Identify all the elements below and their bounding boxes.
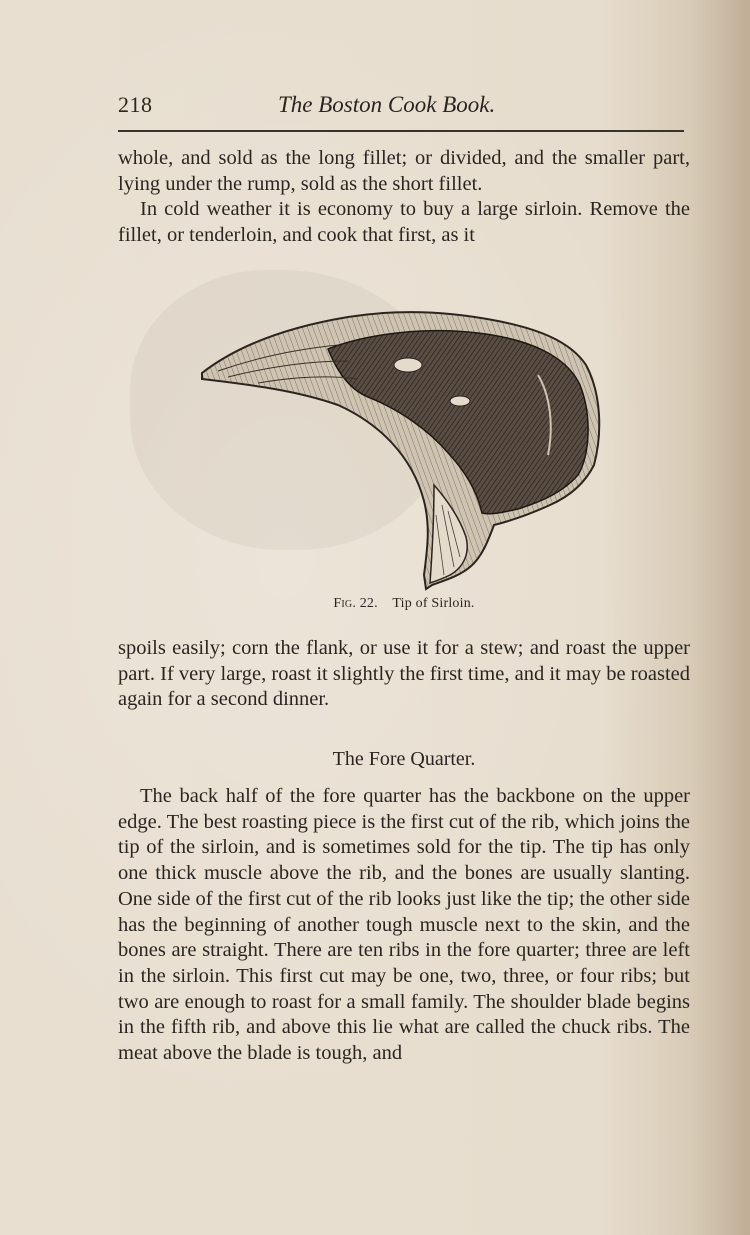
- sirloin-illustration: [198, 305, 606, 593]
- figure-label: Fig. 22.: [333, 596, 378, 611]
- page-number: 218: [118, 92, 153, 117]
- paragraph: whole, and sold as the long fillet; or divided, and the smaller part, lying under the rump, sold as the short fillet.: [118, 147, 690, 195]
- paragraph: spoils easily; corn the flank, or use it for a stew; and roast the upper part. If very large, roast it slightly the first time, and it may be roasted again for a second dinner.: [118, 637, 690, 711]
- header-rule: [118, 130, 684, 132]
- text-block-top: [118, 146, 690, 249]
- figure-caption: [118, 596, 690, 612]
- paragraph: The back half of the fore quarter has the backbone on the upper edge. The best roasting piece is the first cut of the rib, which joins the tip of the sirloin, and is sometimes sold for the tip. The tip has only one thick muscle above the rib, and the bones are usually slanting. One side of the first cut of the rib looks just like the tip; the other side has the beginning of another tough muscle next to the skin, and the bones are straight. There are ten ribs in the fore quarter; three are left in the sirloin. This first cut may be one, two, three, or four ribs; but two are enough to roast for a small family. The shoulder blade begins in the fifth rib, and above this lie what are called the chuck ribs. The meat above the blade is tough, and: [118, 785, 690, 1065]
- tip-of-sirloin-engraving: [198, 305, 606, 593]
- running-title: The Boston Cook Book.: [278, 92, 496, 117]
- text-block-middle: [118, 636, 690, 713]
- text-block-bottom: [118, 784, 690, 1067]
- paragraph: In cold weather it is economy to buy a large sirloin. Remove the fillet, or tenderloin, and cook that first, as it: [118, 198, 690, 247]
- figure-caption-text: Tip of Sirloin.: [392, 596, 475, 611]
- section-heading: The Fore Quarter.: [332, 748, 476, 770]
- page-header: [118, 92, 684, 126]
